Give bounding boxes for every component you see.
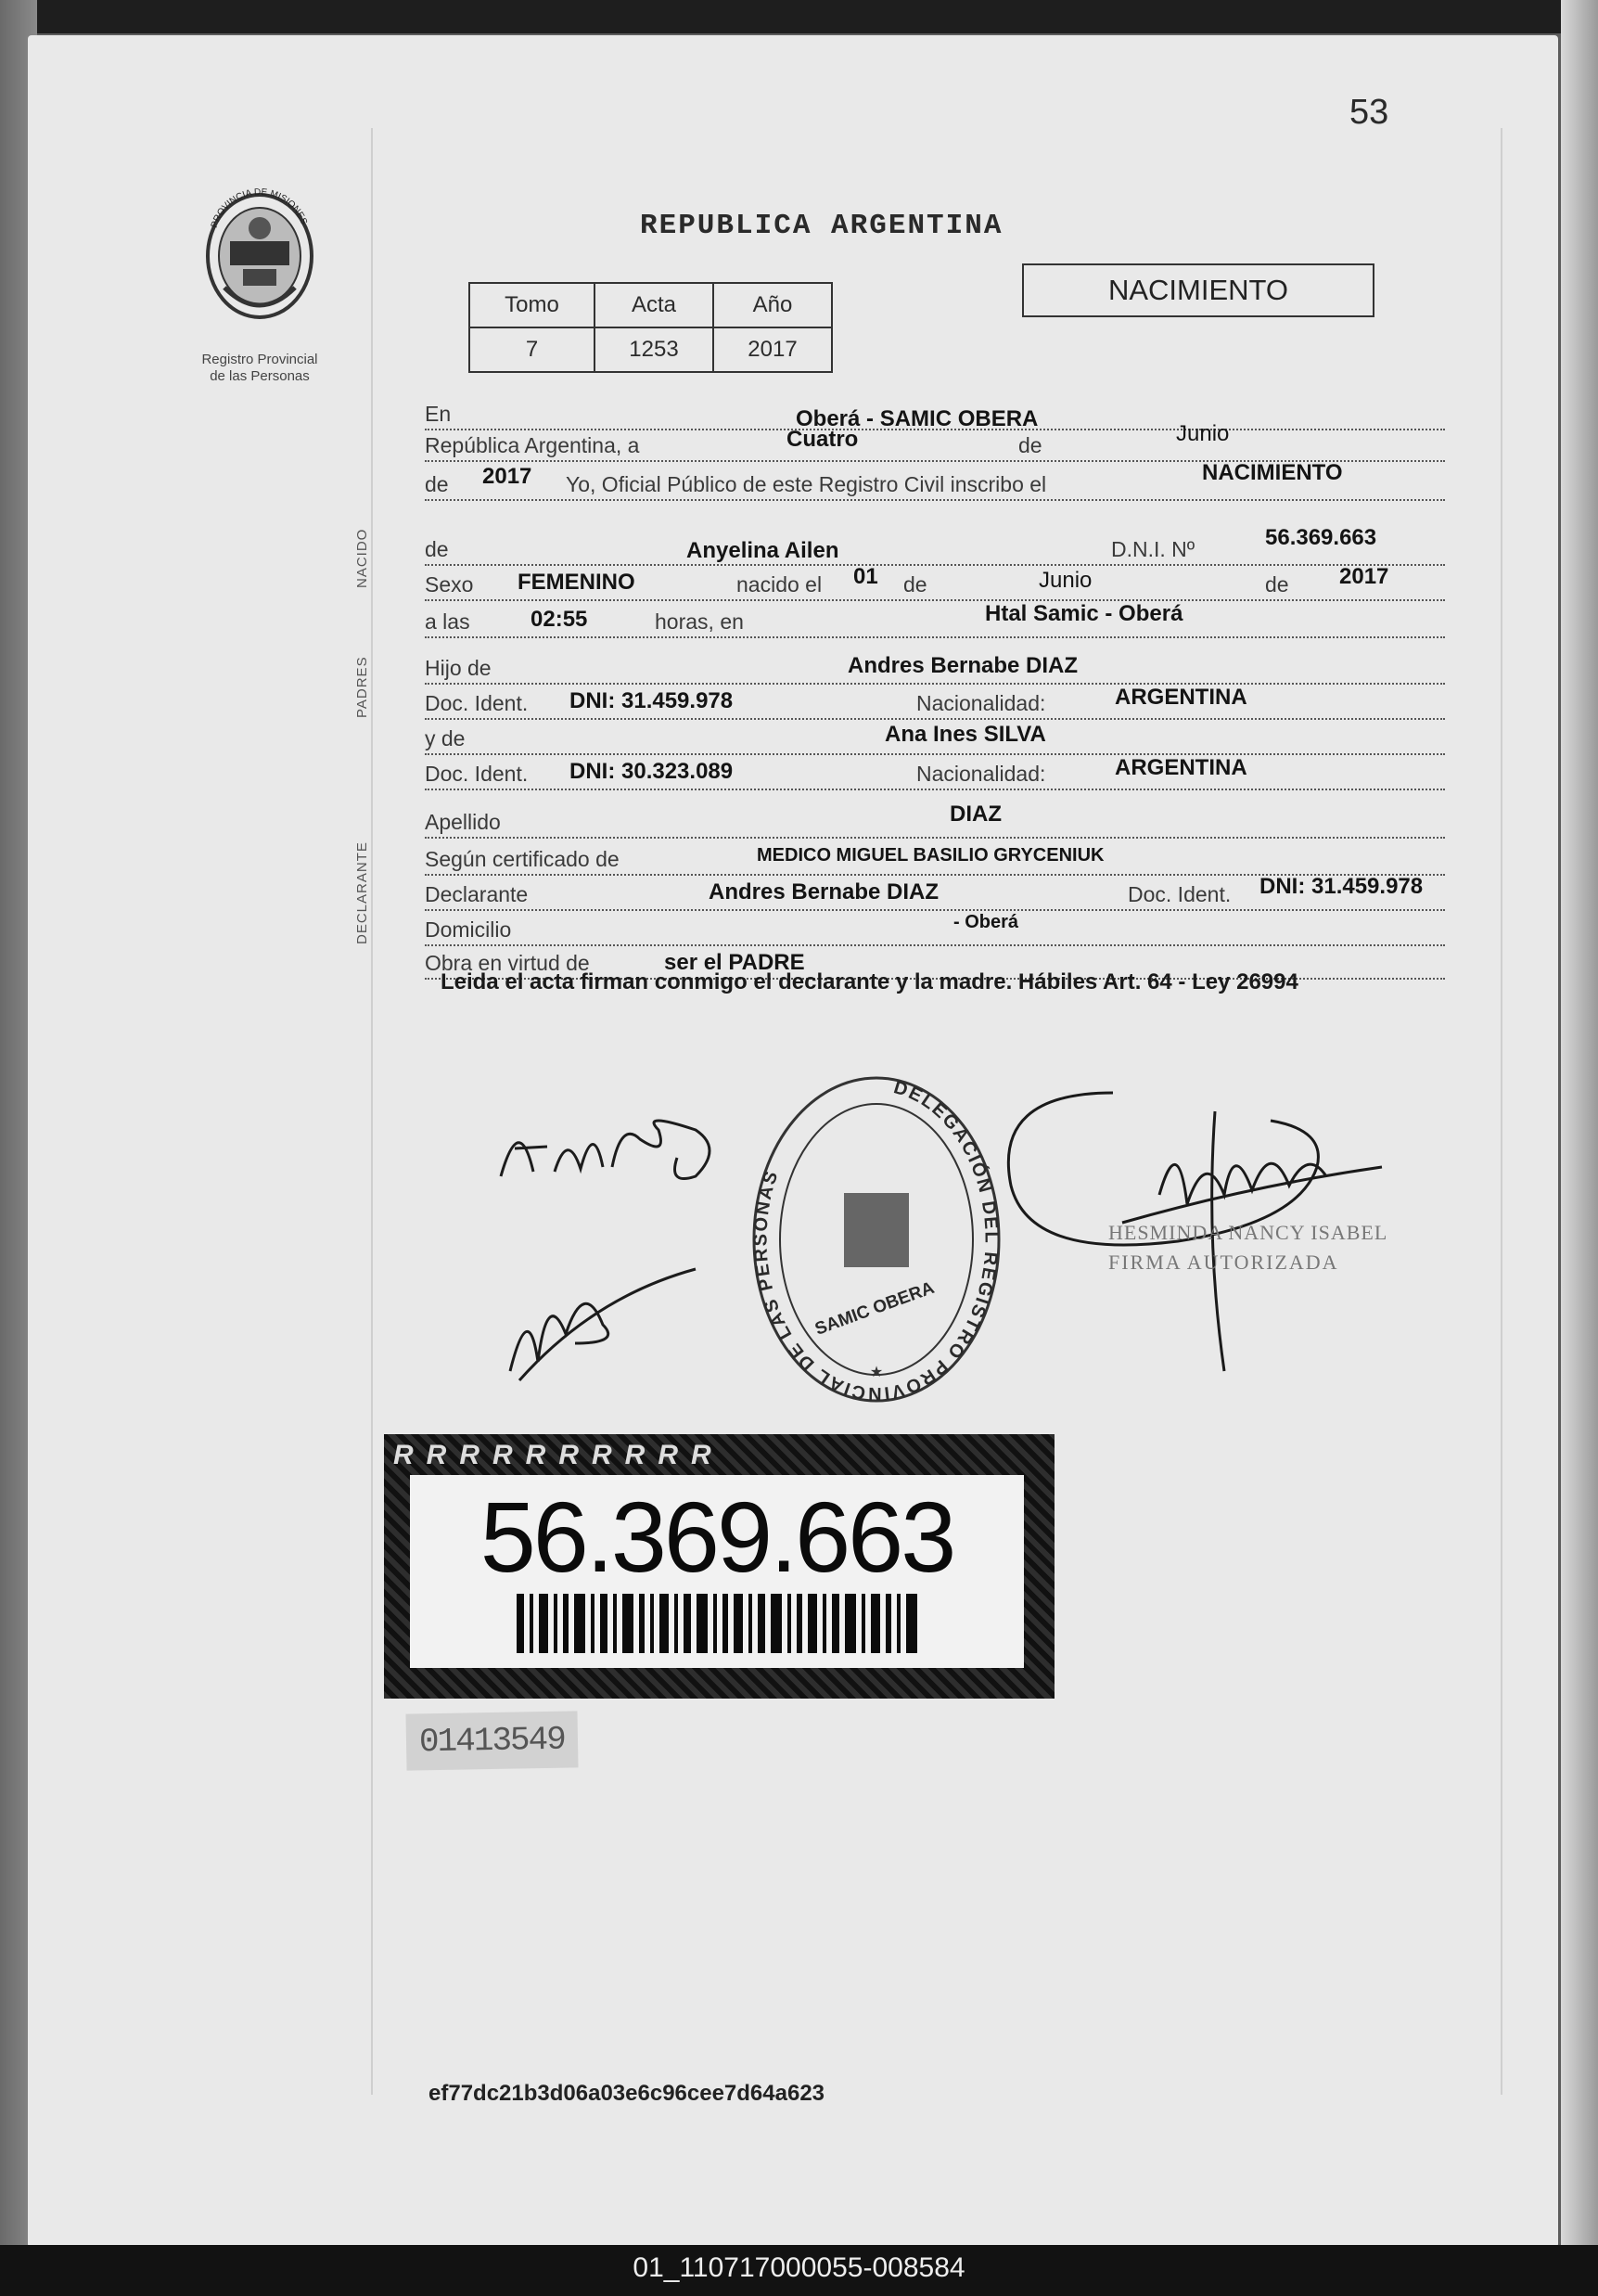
line-apellido bbox=[425, 802, 1445, 842]
doc2-label: Doc. Ident. bbox=[425, 762, 531, 787]
line-hora bbox=[425, 601, 1445, 642]
domicilio-value: - Oberá bbox=[953, 912, 1019, 932]
apellido-value: DIAZ bbox=[950, 802, 1002, 827]
nacido-label: nacido el bbox=[736, 572, 825, 597]
barcode-icon bbox=[517, 1594, 925, 1653]
de2-label: de bbox=[425, 472, 453, 497]
en-value: Oberá - SAMIC OBERA bbox=[796, 406, 1039, 431]
provincial-crest bbox=[185, 184, 334, 385]
page-number: 53 bbox=[1349, 93, 1389, 132]
horas-label: horas, en bbox=[655, 609, 748, 635]
inscribo-value: NACIMIENTO bbox=[1202, 460, 1343, 485]
dni-label: D.N.I. Nº bbox=[1111, 537, 1198, 562]
de-label: de bbox=[1018, 433, 1046, 458]
month-value: Junio bbox=[1176, 421, 1230, 446]
republica-label: República Argentina, a bbox=[425, 433, 643, 458]
tomo-value: 7 bbox=[469, 327, 594, 372]
anio-value: 2017 bbox=[713, 327, 832, 372]
svg-text:★: ★ bbox=[869, 1365, 884, 1380]
virtud-label: Obra en virtud de bbox=[425, 951, 594, 976]
certificado-value: MEDICO MIGUEL BASILIO GRYCENIUK bbox=[757, 845, 1105, 866]
acta-header: Acta bbox=[594, 283, 713, 327]
registry-table bbox=[468, 282, 833, 373]
stamp-emblem-icon bbox=[844, 1193, 909, 1267]
top-shadow bbox=[0, 0, 1598, 33]
crest-icon bbox=[195, 184, 325, 347]
sticker-pattern-letters: RRRRRRRRRR bbox=[393, 1440, 724, 1470]
line-inscribo bbox=[425, 460, 1445, 505]
crest-ring-text: PROVINCIA DE MISIONES bbox=[209, 186, 309, 230]
nombre-label: de bbox=[425, 537, 453, 562]
line-doc2 bbox=[425, 753, 1445, 794]
authority-name: HESMINDA NANCY ISABEL bbox=[1108, 1221, 1388, 1244]
yde-label: y de bbox=[425, 726, 468, 751]
sexo-value: FEMENINO bbox=[518, 570, 635, 595]
de4-label: de bbox=[1265, 572, 1293, 597]
padre-value: Andres Bernabe DIAZ bbox=[848, 653, 1079, 678]
declarante-label: Declarante bbox=[425, 882, 531, 907]
domicilio-label: Domicilio bbox=[425, 917, 515, 943]
crest-label-line1: Registro Provincial bbox=[201, 352, 318, 367]
virtud-value: ser el PADRE bbox=[664, 950, 805, 975]
oficial-label: Yo, Oficial Público de este Registro Civil inscribo el bbox=[566, 472, 1050, 497]
side-label-padres: PADRES bbox=[354, 656, 370, 718]
doc2-value: DNI: 30.323.089 bbox=[569, 759, 734, 784]
dni-sticker-number: 56.369.663 bbox=[479, 1481, 954, 1593]
document-title: REPUBLICA ARGENTINA bbox=[640, 210, 1004, 242]
tomo-header: Tomo bbox=[469, 283, 594, 327]
dni-card bbox=[410, 1475, 1024, 1668]
crest-label-line2: de las Personas bbox=[210, 368, 310, 384]
birth-month: Junio bbox=[1039, 568, 1093, 593]
authority-block bbox=[1108, 1221, 1387, 1275]
doc3-value: DNI: 31.459.978 bbox=[1259, 874, 1424, 899]
lugar-value: Htal Samic - Oberá bbox=[985, 601, 1183, 626]
nac1-value: ARGENTINA bbox=[1115, 685, 1247, 710]
nac2-label: Nacionalidad: bbox=[916, 762, 1049, 787]
doc3-label: Doc. Ident. bbox=[1128, 882, 1234, 907]
declarant-signature bbox=[482, 1093, 761, 1204]
de3-label: de bbox=[903, 572, 931, 597]
alas-label: a las bbox=[425, 609, 474, 635]
nac2-value: ARGENTINA bbox=[1115, 755, 1247, 780]
registry-stamp bbox=[742, 1063, 1011, 1408]
dni-value: 56.369.663 bbox=[1265, 525, 1377, 550]
authority-role: FIRMA AUTORIZADA bbox=[1108, 1251, 1339, 1274]
act-type-box: NACIMIENTO bbox=[1022, 263, 1374, 317]
right-edge-shadow bbox=[1561, 0, 1598, 2245]
en-label: En bbox=[425, 402, 454, 427]
footer-file-id: 01_110717000055-008584 bbox=[633, 2252, 965, 2283]
birth-day: 01 bbox=[853, 564, 878, 589]
nombre-value: Anyelina Ailen bbox=[686, 538, 839, 563]
madre-value: Ana Ines SILVA bbox=[885, 722, 1046, 747]
day-value: Cuatro bbox=[786, 427, 859, 452]
side-label-nacido: NACIDO bbox=[354, 528, 370, 588]
hijo-label: Hijo de bbox=[425, 656, 495, 681]
apellido-label: Apellido bbox=[425, 810, 505, 835]
doc1-label: Doc. Ident. bbox=[425, 691, 531, 716]
year-value: 2017 bbox=[482, 464, 532, 489]
line-sexo bbox=[425, 564, 1445, 605]
acta-value: 1253 bbox=[594, 327, 713, 372]
stamp-inner-text: SAMIC OBERA bbox=[812, 1277, 938, 1340]
stamp-ring-text: DELEGACIÓN DEL REGISTRO PROVINCIAL DE LAS PERSONAS bbox=[750, 1077, 1002, 1405]
side-label-declarante: DECLARANTE bbox=[354, 841, 370, 944]
certificate-page bbox=[28, 35, 1558, 2248]
serial-stamp: 01413549 bbox=[405, 1711, 578, 1770]
mother-signature bbox=[482, 1241, 714, 1399]
doc1-value: DNI: 31.459.978 bbox=[569, 688, 734, 713]
hora-value: 02:55 bbox=[531, 607, 588, 632]
dni-label-sticker bbox=[384, 1434, 1055, 1699]
footer-bar bbox=[0, 2245, 1598, 2296]
document-hash: ef77dc21b3d06a03e6c96cee7d64a623 bbox=[428, 2081, 825, 2106]
certificado-label: Según certificado de bbox=[425, 847, 623, 872]
birth-year: 2017 bbox=[1339, 564, 1389, 589]
closing-statement: Leida el acta firman conmigo el declarante y la madre. Hábiles Art. 64 - Ley 26994 bbox=[441, 969, 1298, 994]
declarante-value: Andres Bernabe DIAZ bbox=[709, 879, 940, 904]
anio-header: Año bbox=[713, 283, 832, 327]
nac1-label: Nacionalidad: bbox=[916, 691, 1049, 716]
sexo-label: Sexo bbox=[425, 572, 477, 597]
